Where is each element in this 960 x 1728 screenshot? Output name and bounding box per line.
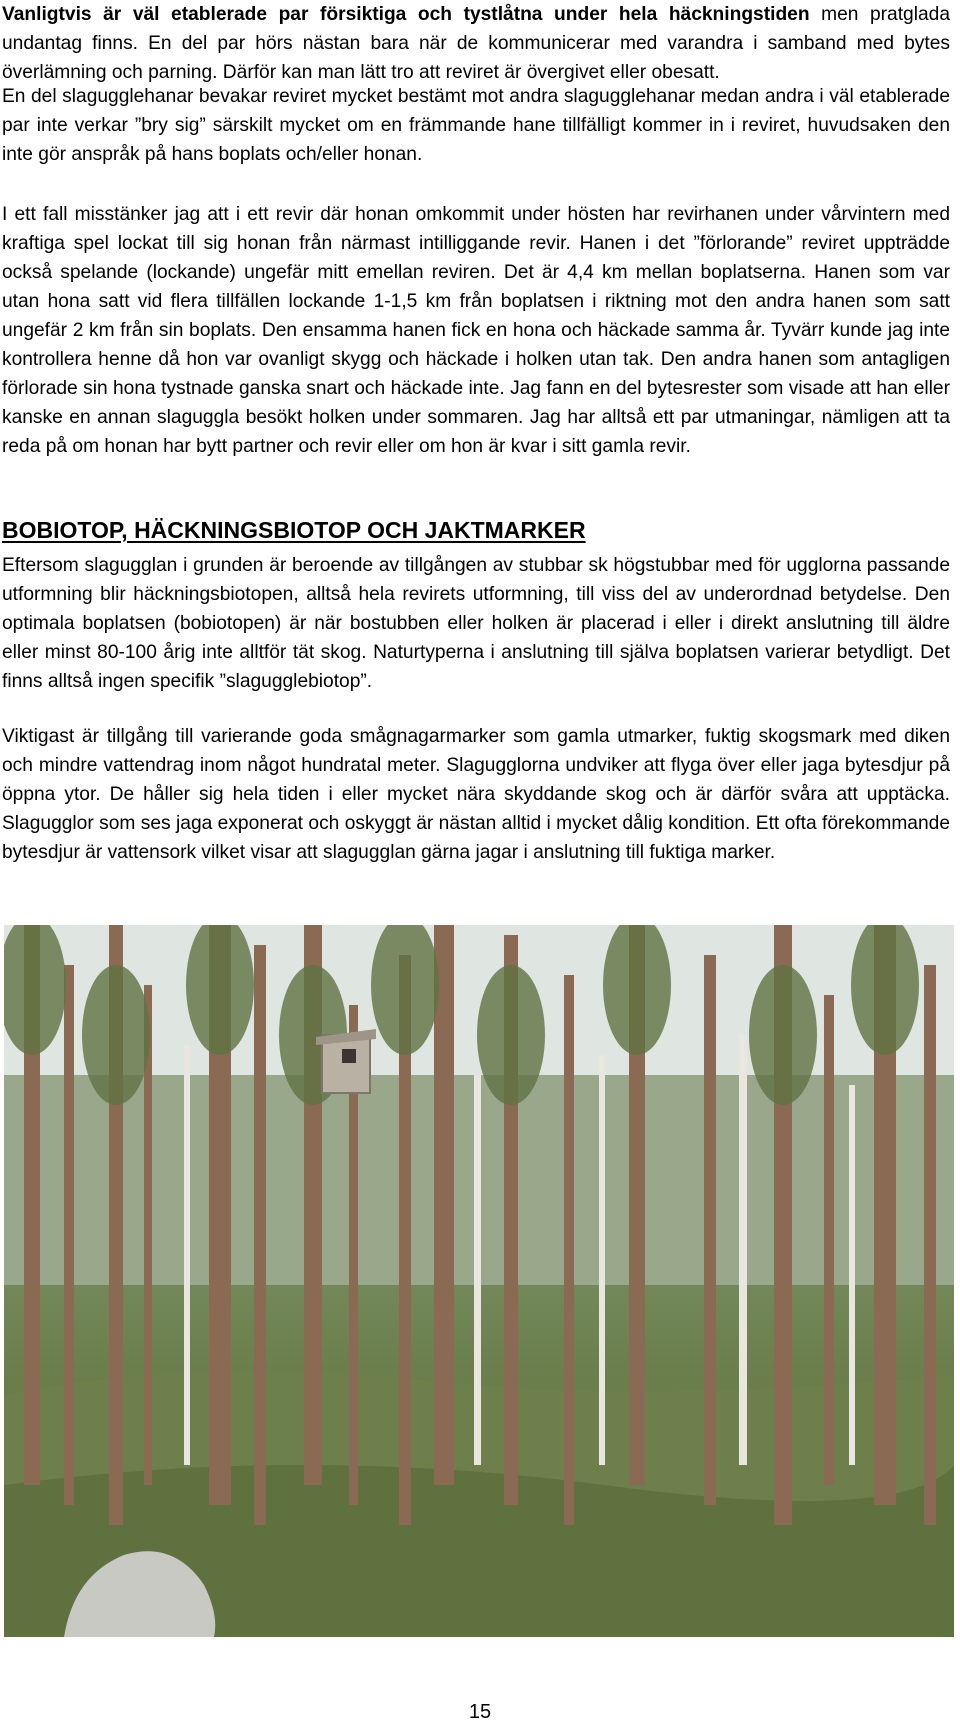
paragraph-1: [2, 0, 950, 87]
pine-trunk: [564, 975, 574, 1525]
pine-crown: [82, 965, 150, 1105]
section-heading: BOBIOTOP, HÄCKNINGSBIOTOP OCH JAKTMARKER: [2, 517, 586, 543]
birch-trunk: [849, 1085, 855, 1465]
paragraph-4: Eftersom slagugglan i grunden är beroende av tillgången av stubbar sk högstubbar med för ugglorna passande utformning blir häckningsbiotopen, alltså hela revirets utformning, till viss del av underordnad betydelse. Den optimala boplatsen (bobiotopen) är när bostubben eller holken är placerad i eller i direkt anslutning till äldre eller minst 80-100 årig inte alltför tät skog. Naturtyperna i anslutning till själva boplatsen varierar betydligt. Det finns alltså ingen specifik ”slagugglebiotop”.: [2, 555, 950, 692]
pine-trunk: [824, 995, 834, 1485]
paragraph-2: En del slagugglehanar bevakar reviret mycket bestämt mot andra slagugglehanar medan andra i väl etablerade par inte verkar ”bry sig” särskilt mycket om en främmande hane tillfälligt kommer in i reviret, huvudsaken den inte gör anspråk på hans boplats och/eller honan.: [2, 86, 950, 165]
pine-trunk: [254, 945, 266, 1525]
pine-trunk: [704, 955, 716, 1505]
birch-trunk: [184, 1045, 190, 1465]
pine-crown: [749, 965, 817, 1105]
nest-box-entrance: [342, 1049, 356, 1063]
birch-trunk: [739, 1035, 747, 1465]
paragraph-3: I ett fall misstänker jag att i ett revir där honan omkommit under hösten har revirhanen under vårvintern med kraftiga spel lockat till sig honan från närmast intilliggande revir. Hanen i det ”förlorande” reviret uppträdde också spelande (lockande) ungefär mitt emellan reviren. Det är 4,4 km mellan boplatserna. Hanen som var utan hona satt vid flera tillfällen lockande 1-1,5 km från boplatsen i riktning mot den andra hanen som satt ungefär 2 km från sin boplats. Den ensamma hanen fick en hona och häckade samma år. Tyvärr kunde jag inte kontrollera henne då hon var ovanligt skygg och häckade i holken utan tak. Den andra hanen som antagligen förlorade sin hona tystnade ganska snart och häckade inte. Jag fann en del bytesrester som visade att han eller kanske en annan slaguggla besökt holken under sommaren. Jag har alltså ett par utmaningar, nämligen att ta reda på om honan har bytt partner och revir eller om hon är kvar i sitt gamla revir.: [2, 204, 950, 457]
page-number: 15: [468, 1701, 492, 1723]
pine-crown: [477, 965, 545, 1105]
pine-trunk: [924, 965, 936, 1525]
birch-trunk: [474, 1075, 481, 1465]
birch-trunk: [599, 1055, 605, 1465]
nest-box: [322, 1035, 370, 1093]
forest-photo: [4, 925, 954, 1637]
pine-trunk: [434, 925, 454, 1485]
paragraph-1-rest: men pratglada undantag finns. En del par hörs nästan bara när de kommunicerar med varandra i samband med bytes överlämning och parning. Därför kan man lätt tro att reviret är övergivet eller obesatt.: [2, 4, 951, 83]
paragraph-5: Viktigast är tillgång till varierande goda smågnagarmarker som gamla utmarker, fuktig skogsmark med diken och mindre vattendrag inom något hundratal meter. Slagugglorna undviker att flyga över eller jaga bytesdjur på öppna ytor. De håller sig hela tiden i eller mycket nära skyddande skog och är därför svåra att upptäcka. Slagugglor som ses jaga exponerat och oskyggt är nästan alltid i mycket dålig kondition. Ett ofta förekommande bytesdjur är vattensork vilket visar att slagugglan gärna jagar i anslutning till fuktiga marker.: [2, 726, 950, 863]
paragraph-1-lead: Vanligtvis är väl etablerade par försiktiga och tystlåtna under hela häckningstiden: [2, 4, 810, 25]
pine-trunk: [64, 965, 74, 1505]
forest-photo-illustration: [4, 925, 954, 1637]
